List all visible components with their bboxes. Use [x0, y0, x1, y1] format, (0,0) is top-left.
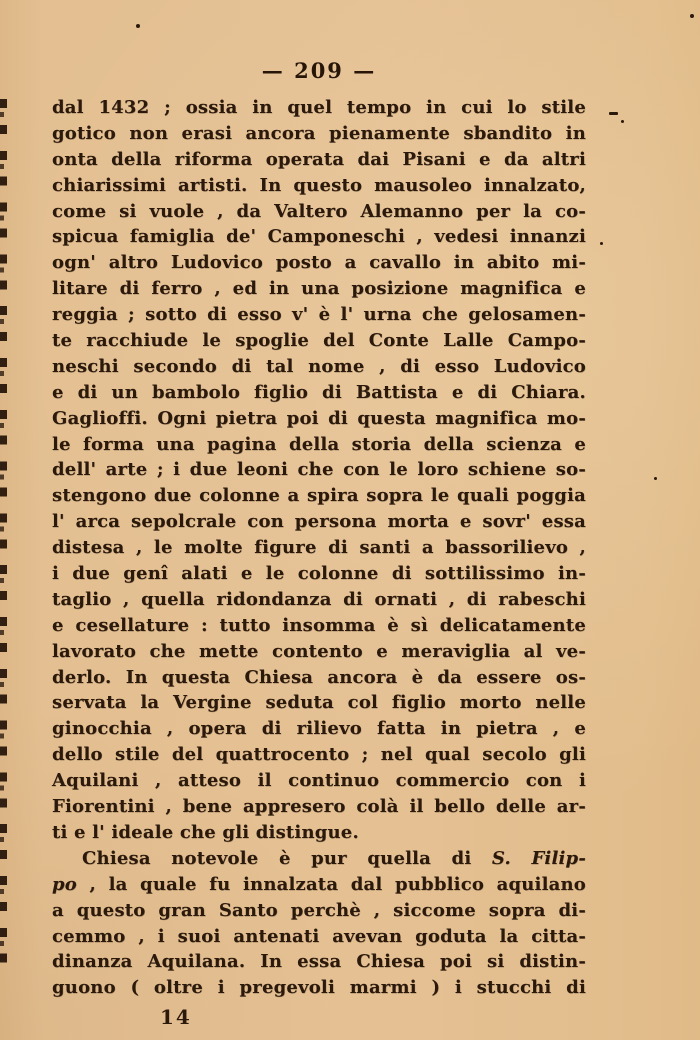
text-line: Chiesa notevole è pur quella di S. Filip- [82, 847, 586, 869]
text-line: ti e l' ideale che gli distingue. [52, 821, 359, 843]
text-line: stengono due colonne a spira sopra le quali poggia [52, 485, 586, 507]
text-line: guono ( oltre i pregevoli marmi ) i stucchi di [52, 977, 586, 999]
text-line: dell' arte ; i due leoni che con le loro schiene so- [52, 459, 586, 481]
text-line: te racchiude le spoglie del Conte Lalle Campo- [52, 330, 586, 352]
text-line: Aquilani , atteso il continuo commercio con i [52, 770, 586, 792]
scan-artifact-dot [600, 242, 603, 245]
binding-gutter-marks [0, 99, 7, 967]
text-line: distesa , le molte figure di santi a bassorilievo , [52, 537, 586, 559]
text-line: neschi secondo di tal nome , di esso Ludovico [52, 355, 586, 377]
text-line: derlo. In questa Chiesa ancora è da essere os- [52, 666, 586, 688]
text-line: taglio , quella ridondanza di ornati , di rabeschi [52, 588, 586, 610]
text-line: e cesellature : tutto insomma è sì delicatamente [52, 614, 586, 636]
text-line: spicua famiglia de' Camponeschi , vedesi innanzi [52, 226, 586, 248]
scan-artifact-dot [654, 477, 657, 480]
scan-artifact-dot [621, 120, 624, 123]
body-text [52, 95, 586, 1001]
text-line: reggia ; sotto di esso v' è l' urna che gelosamen- [52, 304, 586, 326]
text-line: Fiorentini , bene appresero colà il bello delle ar- [52, 796, 586, 818]
text-line: onta della riforma operata dai Pisani e da altri [52, 148, 586, 170]
text-line: chiarissimi artisti. In questo mausoleo innalzato, [52, 174, 586, 196]
text-line: ginocchia , opera di rilievo fatta in pietra , e [52, 718, 586, 740]
text-line: gotico non erasi ancora pienamente sbandito in [52, 122, 586, 144]
page-number-header: — 209 — [261, 58, 377, 83]
text-line: a questo gran Santo perchè , siccome sopra di- [52, 899, 586, 921]
text-line: le forma una pagina della storia della scienza e [52, 433, 586, 455]
scan-artifact-dot [136, 24, 140, 28]
text-line: lavorato che mette contento e meraviglia al ve- [52, 640, 586, 662]
text-line: Gaglioffi. Ogni pietra poi di questa magnifica mo- [52, 407, 586, 429]
text-line: dinanza Aquilana. In essa Chiesa poi si distin- [52, 951, 586, 973]
text-line: come si vuole , da Valtero Alemanno per la co- [52, 200, 586, 222]
text-line: cemmo , i suoi antenati avevan goduta la citta- [52, 925, 586, 947]
signature-mark: 14 [160, 1005, 192, 1029]
text-line: dello stile del quattrocento ; nel qual secolo gli [52, 744, 586, 766]
text-line: servata la Vergine seduta col figlio morto nelle [52, 692, 586, 714]
scan-artifact-dot [690, 14, 694, 18]
scan-artifact-dash [609, 112, 618, 115]
text-line: ogn' altro Ludovico posto a cavallo in abito mi- [52, 252, 586, 274]
text-line: i due genî alati e le colonne di sottilissimo in- [52, 563, 586, 585]
text-line: e di un bambolo figlio di Battista e di Chiara. [52, 381, 586, 403]
text-line: dal 1432 ; ossia in quel tempo in cui lo stile [52, 97, 586, 118]
text-line: l' arca sepolcrale con persona morta e sovr' essa [52, 511, 586, 533]
text-line: litare di ferro , ed in una posizione magnifica e [52, 278, 586, 300]
text-line: po , la quale fu innalzata dal pubblico aquilano [52, 873, 586, 895]
